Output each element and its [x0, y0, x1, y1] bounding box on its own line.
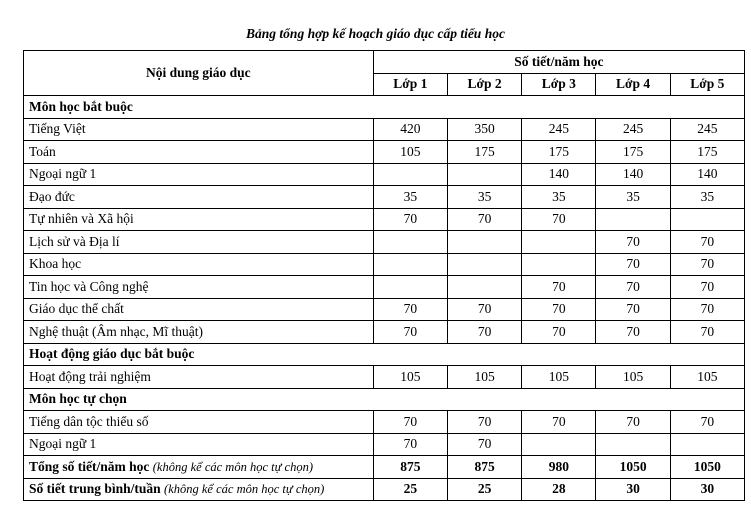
total-value: 1050 — [596, 456, 670, 479]
period-value: 70 — [373, 433, 447, 456]
period-value: 350 — [447, 118, 521, 141]
period-value: 35 — [596, 186, 670, 209]
period-value: 70 — [373, 411, 447, 434]
period-value: 70 — [373, 208, 447, 231]
grade-header: Lớp 3 — [522, 73, 596, 96]
period-value — [447, 276, 521, 299]
period-value — [522, 253, 596, 276]
total-label-cell — [24, 456, 374, 479]
total-value: 30 — [596, 478, 670, 501]
table-row — [24, 276, 745, 299]
period-value: 70 — [670, 253, 744, 276]
total-value: 28 — [522, 478, 596, 501]
total-note: (không kể các môn học tự chọn) — [164, 482, 325, 497]
subject-label: Giáo dục thể chất — [24, 298, 374, 321]
period-value: 175 — [596, 141, 670, 164]
total-row — [24, 478, 745, 501]
table-row — [24, 231, 745, 254]
period-value: 70 — [596, 231, 670, 254]
period-value: 70 — [596, 298, 670, 321]
table-row — [24, 186, 745, 209]
period-value: 70 — [447, 298, 521, 321]
subject-label: Ngoại ngữ 1 — [24, 163, 374, 186]
period-value: 70 — [670, 411, 744, 434]
period-value — [522, 231, 596, 254]
total-value: 980 — [522, 456, 596, 479]
period-value — [670, 433, 744, 456]
period-value — [447, 231, 521, 254]
total-value: 1050 — [670, 456, 744, 479]
subject-label: Tiếng dân tộc thiểu số — [24, 411, 374, 434]
table-row — [24, 298, 745, 321]
period-value: 70 — [522, 276, 596, 299]
period-value: 245 — [522, 118, 596, 141]
grade-header: Lớp 1 — [373, 73, 447, 96]
total-value: 25 — [447, 478, 521, 501]
table-row — [24, 163, 745, 186]
table-row — [24, 118, 745, 141]
period-value: 140 — [596, 163, 670, 186]
period-value: 70 — [447, 411, 521, 434]
period-value: 35 — [670, 186, 744, 209]
period-value — [670, 208, 744, 231]
total-label: Số tiết trung bình/tuần — [29, 481, 161, 497]
period-value: 70 — [596, 253, 670, 276]
table-body — [24, 96, 745, 501]
period-value: 70 — [522, 298, 596, 321]
table-row — [24, 321, 745, 344]
subject-label: Toán — [24, 141, 374, 164]
period-value: 70 — [373, 298, 447, 321]
period-value — [596, 208, 670, 231]
period-value: 70 — [522, 411, 596, 434]
period-value — [373, 163, 447, 186]
period-value: 70 — [670, 298, 744, 321]
section-row — [24, 388, 745, 411]
table-row — [24, 433, 745, 456]
total-label: Tổng số tiết/năm học — [29, 458, 150, 474]
subject-label: Ngoại ngữ 1 — [24, 433, 374, 456]
period-value: 70 — [522, 208, 596, 231]
period-value — [447, 163, 521, 186]
total-value: 875 — [373, 456, 447, 479]
section-title: Môn học tự chọn — [24, 388, 745, 411]
period-value: 70 — [670, 276, 744, 299]
content-column-header: Nội dung giáo dục — [24, 51, 374, 96]
table-row — [24, 208, 745, 231]
period-value: 70 — [596, 321, 670, 344]
subject-label: Đạo đức — [24, 186, 374, 209]
period-value: 420 — [373, 118, 447, 141]
table-row — [24, 366, 745, 389]
subject-label: Lịch sử và Địa lí — [24, 231, 374, 254]
grade-header: Lớp 2 — [447, 73, 521, 96]
total-value: 30 — [670, 478, 744, 501]
total-note: (không kể các môn học tự chọn) — [152, 459, 313, 474]
period-value — [596, 433, 670, 456]
grade-header: Lớp 4 — [596, 73, 670, 96]
section-title: Hoạt động giáo dục bắt buộc — [24, 343, 745, 366]
period-value: 105 — [522, 366, 596, 389]
period-value: 70 — [373, 321, 447, 344]
period-value: 70 — [596, 411, 670, 434]
total-value: 25 — [373, 478, 447, 501]
subject-label: Tin học và Công nghệ — [24, 276, 374, 299]
subject-label: Hoạt động trải nghiệm — [24, 366, 374, 389]
period-value: 245 — [670, 118, 744, 141]
subject-label: Nghệ thuật (Âm nhạc, Mĩ thuật) — [24, 321, 374, 344]
period-value: 105 — [373, 141, 447, 164]
period-value: 70 — [670, 321, 744, 344]
section-row — [24, 343, 745, 366]
period-value: 70 — [522, 321, 596, 344]
education-plan-table — [23, 50, 745, 501]
table-header — [24, 51, 745, 96]
period-value: 70 — [447, 321, 521, 344]
period-value — [447, 253, 521, 276]
table-row — [24, 253, 745, 276]
total-value: 875 — [447, 456, 521, 479]
table-caption: Bảng tổng hợp kế hoạch giáo dục cấp tiểu học — [246, 26, 505, 41]
period-value — [522, 433, 596, 456]
table-row — [24, 141, 745, 164]
period-value: 105 — [670, 366, 744, 389]
grade-header: Lớp 5 — [670, 73, 744, 96]
period-value: 70 — [670, 231, 744, 254]
total-row — [24, 456, 745, 479]
subject-label: Khoa học — [24, 253, 374, 276]
periods-column-header: Số tiết/năm học — [373, 51, 744, 74]
period-value: 35 — [373, 186, 447, 209]
table-row — [24, 411, 745, 434]
period-value: 70 — [447, 208, 521, 231]
period-value: 70 — [447, 433, 521, 456]
period-value: 245 — [596, 118, 670, 141]
period-value: 35 — [447, 186, 521, 209]
period-value: 35 — [522, 186, 596, 209]
period-value — [373, 276, 447, 299]
period-value: 175 — [522, 141, 596, 164]
period-value: 140 — [522, 163, 596, 186]
period-value: 140 — [670, 163, 744, 186]
period-value: 105 — [447, 366, 521, 389]
period-value: 175 — [447, 141, 521, 164]
period-value: 70 — [596, 276, 670, 299]
period-value — [373, 231, 447, 254]
period-value: 105 — [596, 366, 670, 389]
total-label-cell — [24, 478, 374, 501]
subject-label: Tự nhiên và Xã hội — [24, 208, 374, 231]
section-row — [24, 96, 745, 119]
period-value: 175 — [670, 141, 744, 164]
subject-label: Tiếng Việt — [24, 118, 374, 141]
section-title: Môn học bắt buộc — [24, 96, 745, 119]
period-value — [373, 253, 447, 276]
period-value: 105 — [373, 366, 447, 389]
